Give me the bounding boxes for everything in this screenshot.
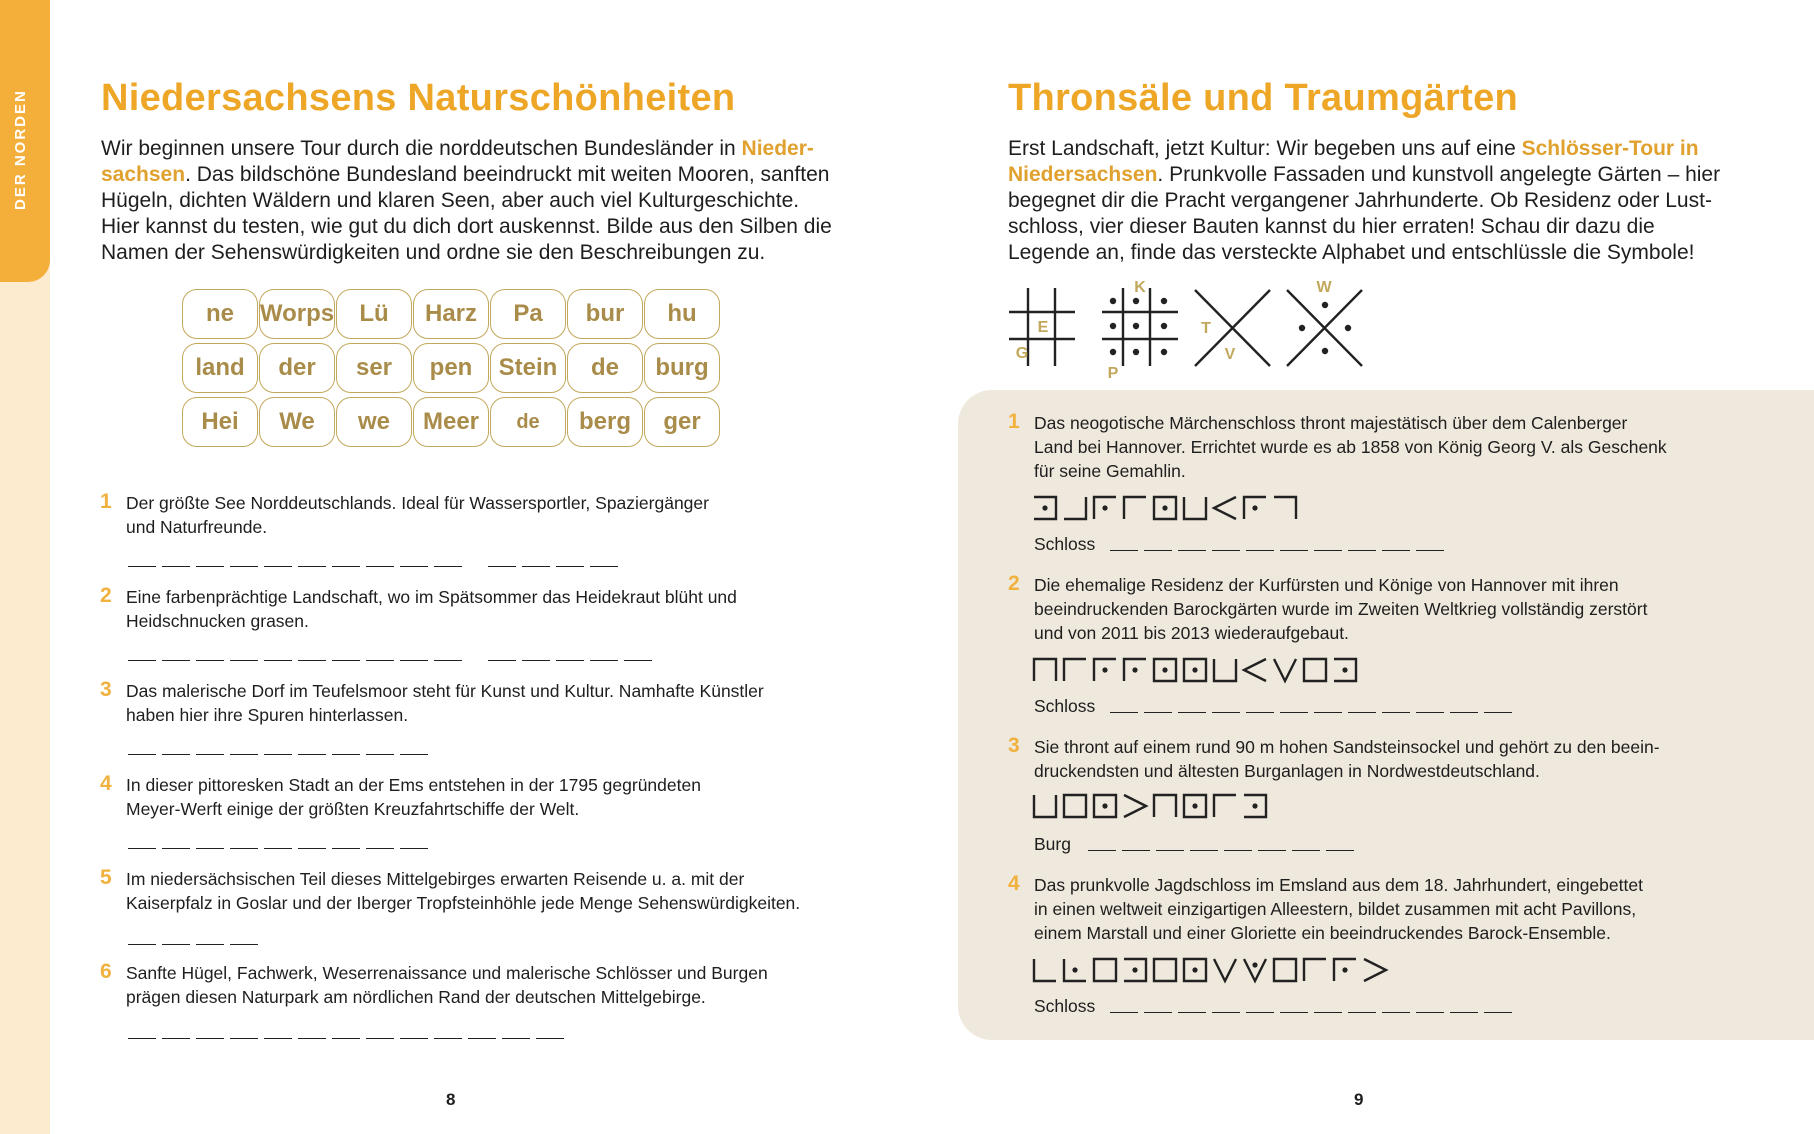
letter-blank[interactable] bbox=[1224, 850, 1252, 851]
page-number: 9 bbox=[1354, 1090, 1364, 1109]
task-number: 5 bbox=[100, 866, 112, 889]
task-number: 6 bbox=[100, 960, 112, 983]
cipher-glyph bbox=[1214, 959, 1236, 981]
cipher-glyph bbox=[1304, 959, 1326, 981]
letter-blank[interactable] bbox=[196, 944, 224, 945]
legend-letter: G bbox=[1015, 345, 1029, 362]
task-text: Sanfte Hügel, Fachwerk, Weserrenaissance und malerische Schlösser und Burgen prägen diesen Naturpark am nördlichen Rand der deutschen Mittelgebirge. bbox=[126, 963, 768, 1007]
syllable: Harz bbox=[413, 289, 489, 339]
cipher-glyph bbox=[1334, 659, 1356, 681]
letter-blank[interactable] bbox=[1450, 712, 1478, 713]
letter-blank[interactable] bbox=[128, 660, 156, 661]
letter-blank[interactable] bbox=[128, 1038, 156, 1039]
task-number: 1 bbox=[1008, 410, 1020, 433]
letter-blank[interactable] bbox=[1178, 712, 1206, 713]
task-text: Sie thront auf einem rund 90 m hohen Sandsteinsockel und gehört zu den beein- druckendsten und ältesten Burganlagen in Nordwestdeutschland. bbox=[1034, 737, 1660, 781]
letter-blank[interactable] bbox=[1178, 550, 1206, 551]
cipher-glyph bbox=[1064, 959, 1086, 981]
syllable: land bbox=[182, 343, 258, 393]
letter-blank[interactable] bbox=[1348, 712, 1376, 713]
letter-blank[interactable] bbox=[332, 754, 360, 755]
letter-blank[interactable] bbox=[434, 1038, 462, 1039]
cipher-glyph bbox=[1334, 959, 1356, 981]
letter-blank[interactable] bbox=[1088, 850, 1116, 851]
letter-blank[interactable] bbox=[1258, 850, 1286, 851]
letter-blank[interactable] bbox=[366, 1038, 394, 1039]
cipher-glyph bbox=[1154, 959, 1176, 981]
cipher-glyph bbox=[1124, 795, 1146, 817]
letter-blank[interactable] bbox=[1110, 550, 1138, 551]
syllable: Pa bbox=[490, 289, 566, 339]
right-intro: Erst Landschaft, jetzt Kultur: Wir begeben uns auf eine Schlösser-Tour in Niedersachsen. Prunkvolle Fassaden und kunstvoll angelegte Gärten – hier begegnet dir die Pracht vergangener Jahrhunderte. Ob Residenz oder Lust- schloss, vier dieser Bauten kannst du hier erraten! Schau dir dazu die Legende an, finde das versteckte Alphabet und entschlüssle die Symbole! bbox=[1008, 137, 1721, 264]
letter-blank[interactable] bbox=[264, 566, 292, 567]
letter-blank[interactable] bbox=[1280, 712, 1308, 713]
letter-blank[interactable] bbox=[1144, 1012, 1172, 1013]
cipher-glyph bbox=[1244, 795, 1266, 817]
task-text: In dieser pittoresken Stadt an der Ems entstehen in der 1795 gegründeten Meyer-Werft einige der größten Kreuzfahrtschiffe der Welt. bbox=[126, 775, 701, 819]
task-text: Das malerische Dorf im Teufelsmoor steht für Kunst und Kultur. Namhafte Künstler haben hier ihre Spuren hinterlassen. bbox=[126, 681, 764, 725]
letter-blank[interactable] bbox=[1212, 712, 1240, 713]
answer-label: Burg bbox=[1034, 834, 1071, 854]
task-text: Im niedersächsischen Teil dieses Mittelgebirges erwarten Reisende u. a. mit der Kaiserpfalz in Goslar und der Iberger Tropfsteinhöhle jede Menge Sehenswürdigkeiten. bbox=[126, 869, 801, 913]
letter-blank[interactable] bbox=[1190, 850, 1218, 851]
letter-blank[interactable] bbox=[162, 660, 190, 661]
syllable: berg bbox=[567, 397, 643, 447]
letter-blank[interactable] bbox=[298, 1038, 326, 1039]
cipher-symbols bbox=[1032, 792, 1272, 822]
letter-blank[interactable] bbox=[1348, 550, 1376, 551]
letter-blank[interactable] bbox=[1382, 550, 1410, 551]
syllable: de bbox=[567, 343, 643, 393]
answer-blanks[interactable] bbox=[128, 660, 652, 661]
cipher-glyph bbox=[1064, 497, 1086, 519]
cipher-glyph bbox=[1214, 497, 1236, 519]
cipher-glyph bbox=[1094, 497, 1116, 519]
letter-blank[interactable] bbox=[1416, 712, 1444, 713]
cipher-glyph bbox=[1154, 795, 1176, 817]
letter-blank[interactable] bbox=[332, 660, 360, 661]
syllable: ger bbox=[644, 397, 720, 447]
letter-blank[interactable] bbox=[400, 660, 428, 661]
letter-blank[interactable] bbox=[400, 566, 428, 567]
cipher-glyph bbox=[1094, 659, 1116, 681]
answer-blanks[interactable] bbox=[128, 754, 428, 755]
cipher-glyph bbox=[1034, 659, 1056, 681]
letter-blank[interactable] bbox=[1156, 850, 1184, 851]
answer-label: Schloss bbox=[1034, 996, 1096, 1016]
syllable: bur bbox=[567, 289, 643, 339]
letter-blank[interactable] bbox=[162, 848, 190, 849]
syllable: Stein bbox=[490, 343, 566, 393]
answer-blanks[interactable] bbox=[1110, 1012, 1512, 1013]
syllable: ne bbox=[182, 289, 258, 339]
letter-blank[interactable] bbox=[502, 1038, 530, 1039]
letter-blank[interactable] bbox=[196, 848, 224, 849]
right-page-title: Thronsäle und Traumgärten bbox=[1008, 77, 1519, 119]
letter-blank[interactable] bbox=[400, 1038, 428, 1039]
cipher-glyph bbox=[1274, 497, 1296, 519]
cipher-glyph bbox=[1034, 959, 1056, 981]
letter-blank[interactable] bbox=[1280, 1012, 1308, 1013]
task-number: 3 bbox=[100, 678, 112, 701]
letter-blank[interactable] bbox=[522, 660, 550, 661]
syllable: Hei bbox=[182, 397, 258, 447]
task-number: 4 bbox=[100, 772, 112, 795]
cipher-glyph bbox=[1214, 659, 1236, 681]
letter-blank[interactable] bbox=[196, 1038, 224, 1039]
letter-blank[interactable] bbox=[1178, 1012, 1206, 1013]
legend-letter: T bbox=[1201, 320, 1211, 337]
cipher-glyph bbox=[1304, 659, 1326, 681]
answer-label: Schloss bbox=[1034, 534, 1096, 554]
task-text: Das neogotische Märchenschloss thront majestätisch über dem Calenberger Land bei Hannover. Errichtet wurde es ab 1858 von König Georg V. als Geschenk für seine Gemahlin. bbox=[1034, 413, 1667, 481]
cipher-glyph bbox=[1124, 659, 1146, 681]
cipher-glyph bbox=[1184, 659, 1206, 681]
legend-letter: E bbox=[1037, 319, 1049, 336]
cipher-glyph bbox=[1094, 959, 1116, 981]
letter-blank[interactable] bbox=[332, 1038, 360, 1039]
letter-blank[interactable] bbox=[1122, 850, 1150, 851]
task-text: Das prunkvolle Jagdschloss im Emsland aus dem 18. Jahrhundert, eingebettet in einen weltweit einzigartigen Alleestern, bildet zusammen mit acht Pavillons, einem Marstall und einer Gloriette ein beeindruckendes Barock-Ensemble. bbox=[1034, 875, 1643, 943]
letter-blank[interactable] bbox=[366, 566, 394, 567]
letter-blank[interactable] bbox=[1212, 1012, 1240, 1013]
legend-letter: W bbox=[1316, 279, 1332, 296]
syllable: Meer bbox=[413, 397, 489, 447]
cipher-glyph bbox=[1244, 959, 1266, 981]
syllable: hu bbox=[644, 289, 720, 339]
letter-blank[interactable] bbox=[162, 944, 190, 945]
letter-blank[interactable] bbox=[298, 566, 326, 567]
letter-blank[interactable] bbox=[230, 660, 258, 661]
legend-letter: P bbox=[1107, 365, 1119, 382]
letter-blank[interactable] bbox=[264, 660, 292, 661]
letter-blank[interactable] bbox=[1450, 1012, 1478, 1013]
letter-blank[interactable] bbox=[488, 660, 516, 661]
cipher-glyph bbox=[1274, 659, 1296, 681]
cipher-glyph bbox=[1094, 795, 1116, 817]
letter-blank[interactable] bbox=[590, 566, 618, 567]
letter-blank[interactable] bbox=[522, 566, 550, 567]
cipher-glyph bbox=[1244, 497, 1266, 519]
syllable: We bbox=[259, 397, 335, 447]
letter-blank[interactable] bbox=[332, 848, 360, 849]
letter-blank[interactable] bbox=[264, 1038, 292, 1039]
cipher-symbols bbox=[1032, 956, 1392, 986]
letter-blank[interactable] bbox=[1484, 1012, 1512, 1013]
page-number: 8 bbox=[446, 1090, 456, 1109]
letter-blank[interactable] bbox=[1110, 712, 1138, 713]
letter-blank[interactable] bbox=[298, 660, 326, 661]
syllable: Lü bbox=[336, 289, 412, 339]
task-number: 2 bbox=[1008, 572, 1020, 595]
syllable: Worps bbox=[259, 289, 335, 339]
syllable: de bbox=[490, 397, 566, 447]
letter-blank[interactable] bbox=[400, 848, 428, 849]
cipher-glyph bbox=[1154, 659, 1176, 681]
letter-blank[interactable] bbox=[230, 1038, 258, 1039]
letter-blank[interactable] bbox=[1110, 1012, 1138, 1013]
letter-blank[interactable] bbox=[1246, 712, 1274, 713]
answer-blanks[interactable] bbox=[128, 566, 618, 567]
cipher-glyph bbox=[1184, 497, 1206, 519]
task-number: 1 bbox=[100, 490, 112, 513]
letter-blank[interactable] bbox=[162, 754, 190, 755]
letter-blank[interactable] bbox=[400, 754, 428, 755]
letter-blank[interactable] bbox=[1348, 1012, 1376, 1013]
cipher-symbols bbox=[1032, 494, 1332, 524]
answer-blanks[interactable] bbox=[1110, 712, 1512, 713]
letter-blank[interactable] bbox=[162, 1038, 190, 1039]
letter-blank[interactable] bbox=[624, 660, 652, 661]
letter-blank[interactable] bbox=[536, 1038, 564, 1039]
letter-blank[interactable] bbox=[1416, 1012, 1444, 1013]
letter-blank[interactable] bbox=[128, 944, 156, 945]
task-text: Die ehemalige Residenz der Kurfürsten und Könige von Hannover mit ihren beeindruckenden Barockgärten wurde im Zweiten Weltkrieg vollständig zerstört und von 2011 bis 2013 wiederaufgebaut. bbox=[1034, 575, 1648, 643]
letter-blank[interactable] bbox=[1292, 850, 1320, 851]
cipher-glyph bbox=[1184, 795, 1206, 817]
letter-blank[interactable] bbox=[128, 754, 156, 755]
letter-blank[interactable] bbox=[1246, 550, 1274, 551]
cipher-glyph bbox=[1184, 959, 1206, 981]
letter-blank[interactable] bbox=[366, 660, 394, 661]
letter-blank[interactable] bbox=[1212, 550, 1240, 551]
letter-blank[interactable] bbox=[1326, 850, 1354, 851]
cipher-glyph bbox=[1064, 795, 1086, 817]
task-number: 3 bbox=[1008, 734, 1020, 757]
cipher-glyph bbox=[1244, 659, 1266, 681]
letter-blank[interactable] bbox=[434, 660, 462, 661]
cipher-glyph bbox=[1274, 959, 1296, 981]
task-number: 2 bbox=[100, 584, 112, 607]
letter-blank[interactable] bbox=[468, 1038, 496, 1039]
answer-label: Schloss bbox=[1034, 696, 1096, 716]
letter-blank[interactable] bbox=[264, 848, 292, 849]
cipher-glyph bbox=[1214, 795, 1236, 817]
letter-blank[interactable] bbox=[1382, 712, 1410, 713]
letter-blank[interactable] bbox=[366, 848, 394, 849]
letter-blank[interactable] bbox=[298, 754, 326, 755]
letter-blank[interactable] bbox=[488, 566, 516, 567]
letter-blank[interactable] bbox=[1314, 550, 1342, 551]
answer-blanks[interactable] bbox=[128, 848, 428, 849]
legend-letter: K bbox=[1134, 279, 1146, 296]
letter-blank[interactable] bbox=[128, 848, 156, 849]
letter-blank[interactable] bbox=[230, 754, 258, 755]
syllable: pen bbox=[413, 343, 489, 393]
letter-blank[interactable] bbox=[162, 566, 190, 567]
letter-blank[interactable] bbox=[1280, 550, 1308, 551]
letter-blank[interactable] bbox=[196, 566, 224, 567]
letter-blank[interactable] bbox=[230, 848, 258, 849]
syllable: burg bbox=[644, 343, 720, 393]
letter-blank[interactable] bbox=[556, 566, 584, 567]
letter-blank[interactable] bbox=[1144, 712, 1172, 713]
letter-blank[interactable] bbox=[230, 566, 258, 567]
letter-blank[interactable] bbox=[196, 754, 224, 755]
syllable: der bbox=[259, 343, 335, 393]
letter-blank[interactable] bbox=[556, 660, 584, 661]
cipher-glyph bbox=[1034, 795, 1056, 817]
cipher-glyph bbox=[1064, 659, 1086, 681]
left-page-title: Niedersachsens Naturschönheiten bbox=[101, 77, 736, 119]
answer-blanks[interactable] bbox=[128, 944, 258, 945]
letter-blank[interactable] bbox=[264, 754, 292, 755]
cipher-glyph bbox=[1364, 959, 1386, 981]
letter-blank[interactable] bbox=[434, 566, 462, 567]
letter-blank[interactable] bbox=[332, 566, 360, 567]
letter-blank[interactable] bbox=[1382, 1012, 1410, 1013]
letter-blank[interactable] bbox=[298, 848, 326, 849]
letter-blank[interactable] bbox=[1416, 550, 1444, 551]
letter-blank[interactable] bbox=[1314, 712, 1342, 713]
cipher-glyph bbox=[1034, 497, 1056, 519]
syllable-grid bbox=[182, 289, 720, 447]
letter-blank[interactable] bbox=[590, 660, 618, 661]
task-text: Der größte See Norddeutschlands. Ideal für Wassersportler, Spaziergänger und Naturfreunde. bbox=[126, 493, 709, 537]
letter-blank[interactable] bbox=[230, 944, 258, 945]
cipher-glyph bbox=[1124, 497, 1146, 519]
cipher-glyph bbox=[1154, 497, 1176, 519]
task-text: Eine farbenprächtige Landschaft, wo im Spätsommer das Heidekraut blüht und Heidschnucken grasen. bbox=[126, 587, 737, 631]
syllable: ser bbox=[336, 343, 412, 393]
letter-blank[interactable] bbox=[196, 660, 224, 661]
letter-blank[interactable] bbox=[1246, 1012, 1274, 1013]
answer-blanks[interactable] bbox=[1088, 850, 1354, 851]
cipher-symbols bbox=[1032, 656, 1392, 686]
answer-blanks[interactable] bbox=[1110, 550, 1444, 551]
letter-blank[interactable] bbox=[1484, 712, 1512, 713]
cipher-legend bbox=[1005, 278, 1375, 384]
syllable: we bbox=[336, 397, 412, 447]
cipher-glyph bbox=[1124, 959, 1146, 981]
left-intro: Wir beginnen unsere Tour durch die norddeutschen Bundesländer in Nieder- sachsen. Das bildschöne Bundesland beeindruckt mit weiten Mooren, sanften Hügeln, dichten Wäldern und klaren Seen, aber auch viel Kulturgeschichte. Hier kannst du testen, wie gut du dich dort auskennst. Bilde aus den Silben die Namen der Sehenswürdigkeiten und ordne sie den Beschreibungen zu. bbox=[101, 137, 832, 264]
letter-blank[interactable] bbox=[128, 566, 156, 567]
chapter-label: DER NORDEN bbox=[12, 89, 29, 210]
answer-blanks[interactable] bbox=[128, 1038, 564, 1039]
legend-letter: V bbox=[1224, 346, 1236, 363]
letter-blank[interactable] bbox=[366, 754, 394, 755]
letter-blank[interactable] bbox=[1144, 550, 1172, 551]
task-number: 4 bbox=[1008, 872, 1020, 895]
letter-blank[interactable] bbox=[1314, 1012, 1342, 1013]
